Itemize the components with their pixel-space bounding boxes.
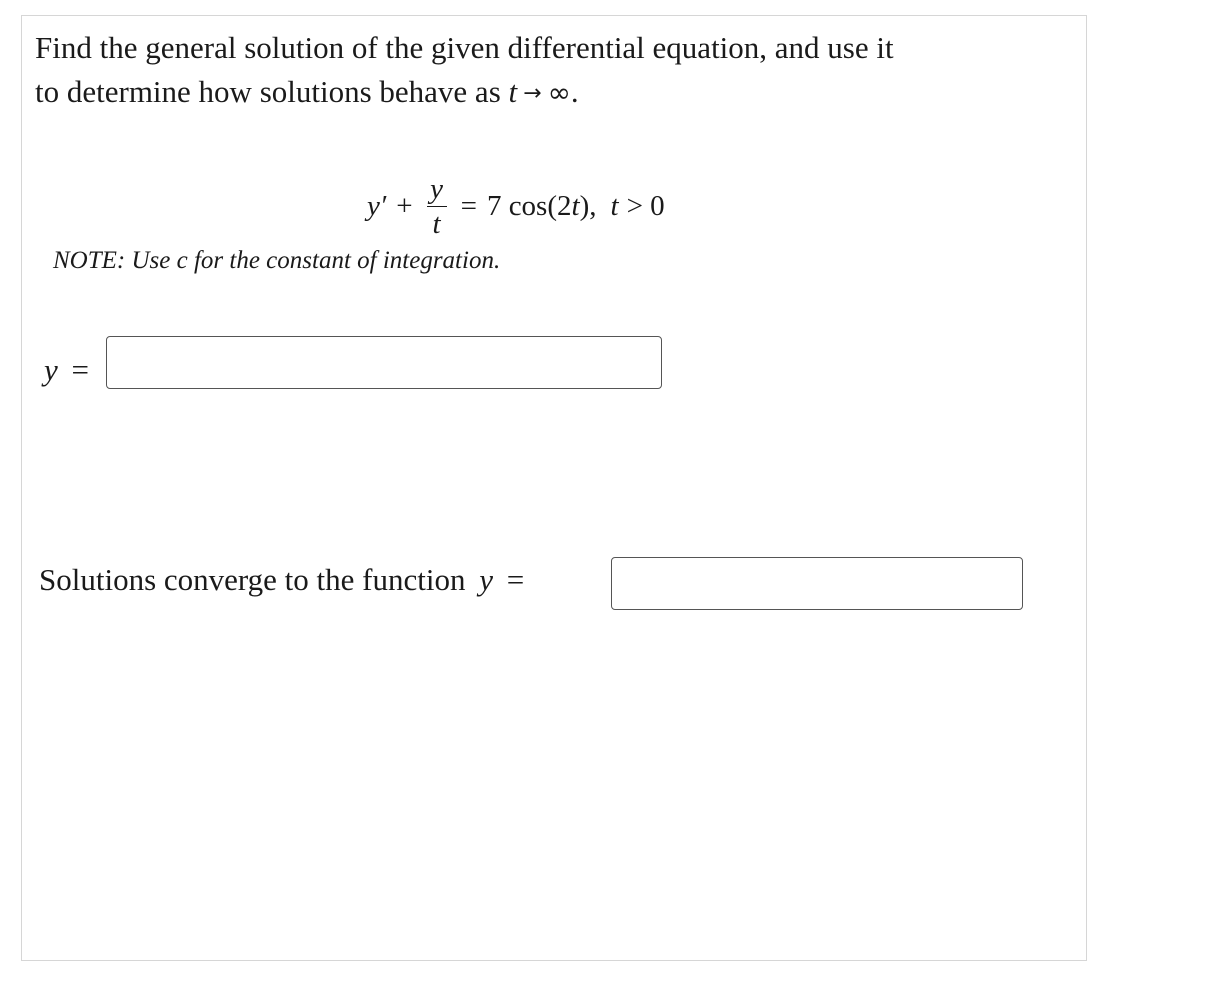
problem-prompt: [35, 26, 1075, 116]
fraction-denominator: t: [432, 207, 441, 240]
fraction-bar: [427, 206, 447, 207]
convergence-label-variable: y: [479, 562, 493, 597]
general-solution-label-variable: y: [44, 352, 58, 387]
arrow-symbol: →: [523, 81, 542, 106]
integration-constant-note: NOTE: Use c for the constant of integration.: [53, 247, 501, 274]
infinity-symbol: ∞: [547, 76, 571, 109]
general-solution-label-equals: =: [71, 352, 89, 387]
fraction-numerator: y: [430, 172, 444, 205]
equation-condition: > 0: [626, 189, 665, 222]
problem-panel: [21, 15, 1087, 961]
equation-fraction: [427, 172, 447, 240]
convergence-label: [39, 562, 524, 598]
convergence-label-text: Solutions converge to the function: [39, 562, 466, 597]
prompt-period: .: [570, 74, 579, 109]
prompt-variable-t: t: [508, 74, 518, 109]
differential-equation: [367, 166, 665, 246]
equation-rhs: 7 cos(2: [486, 189, 572, 222]
general-solution-label: [44, 352, 89, 388]
prompt-line-2-prefix: to determine how solutions behave as: [35, 74, 501, 109]
equation-condition-variable: t: [610, 189, 619, 222]
convergence-label-equals: =: [506, 562, 525, 597]
equation-rhs-close: ),: [579, 189, 597, 222]
general-solution-input[interactable]: [106, 336, 662, 389]
convergence-function-input[interactable]: [611, 557, 1023, 610]
equation-plus: +: [396, 189, 413, 222]
equation-rhs-variable: t: [571, 189, 580, 222]
equation-equals: =: [460, 189, 477, 222]
equation-derivative-term: y′: [367, 189, 387, 222]
prompt-line-1: Find the general solution of the given differential equation, and use it: [35, 30, 894, 65]
